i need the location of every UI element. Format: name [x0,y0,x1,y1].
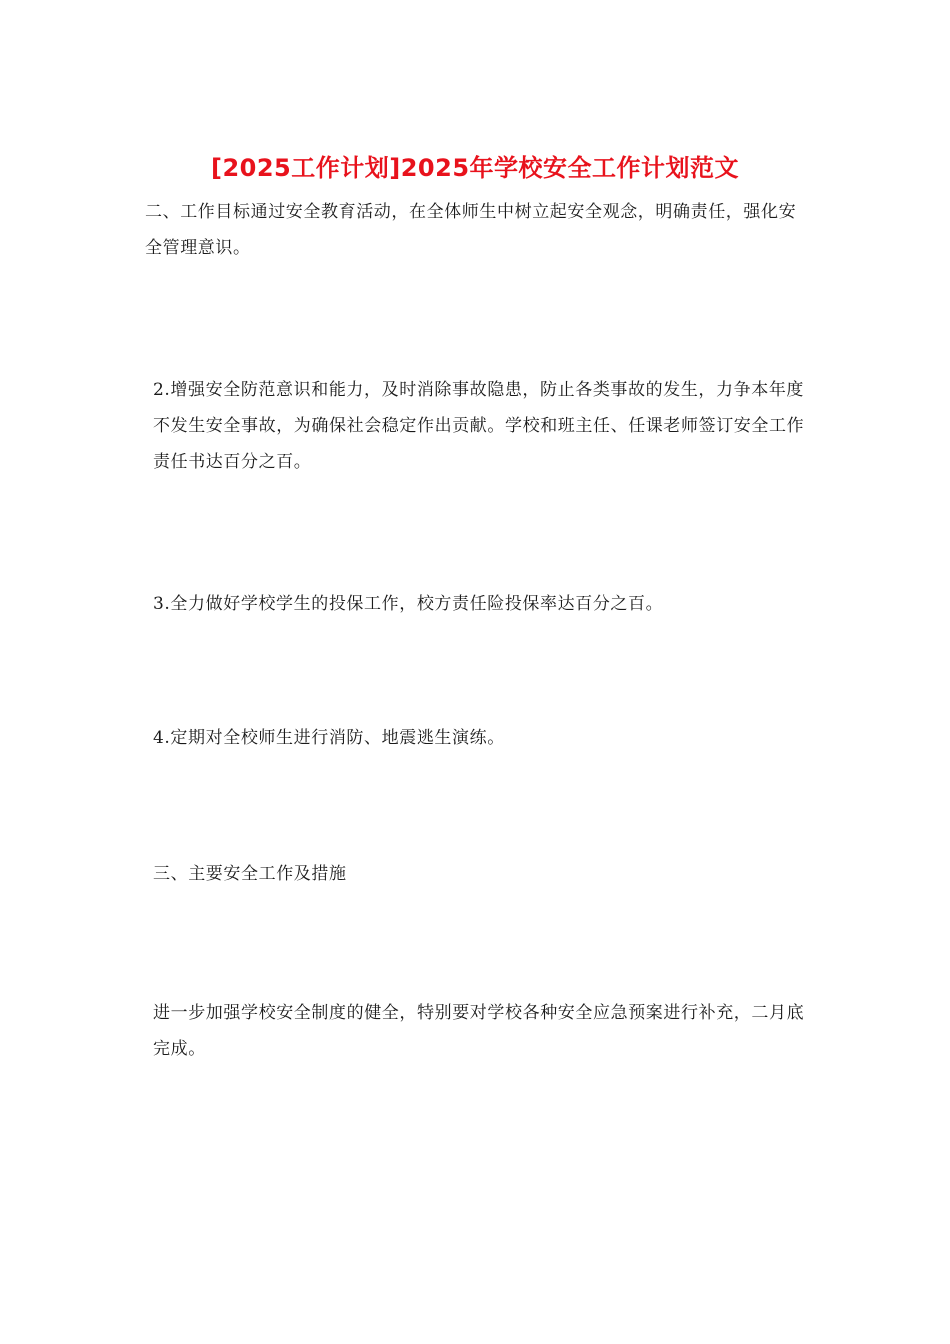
section-heading-measures: 三、主要安全工作及措施 [153,864,347,884]
paragraph-item-4: 4.定期对全校师生进行消防、地震逃生演练。 [153,728,505,748]
paragraph-safety-system: 进一步加强学校安全制度的健全，特别要对学校各种安全应急预案进行补充，二月底完成。 [153,1003,805,1059]
document-title: [2025工作计划]2025年学校安全工作计划范文 [210,154,740,182]
paragraph-work-goals: 二、工作目标通过安全教育活动，在全体师生中树立起安全观念，明确责任，强化安全管理意识。 [145,202,797,258]
paragraph-item-3: 3.全力做好学校学生的投保工作，校方责任险投保率达百分之百。 [153,594,664,614]
paragraph-item-2: 2.增强安全防范意识和能力，及时消除事故隐患，防止各类事故的发生，力争本年度不发生安全事故，为确保社会稳定作出贡献。学校和班主任、任课老师签订安全工作责任书达百分之百。 [153,380,805,472]
